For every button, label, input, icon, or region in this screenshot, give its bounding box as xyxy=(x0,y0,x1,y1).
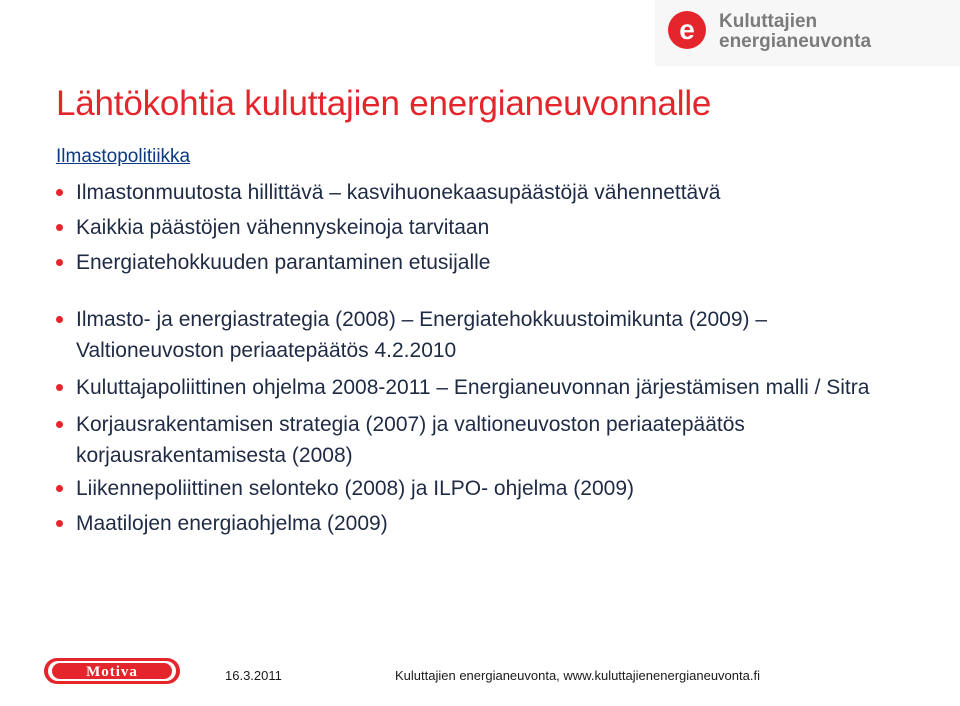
slide-subtitle: Ilmastopolitiikka xyxy=(56,146,191,167)
list-item xyxy=(56,506,916,541)
bullet-text: Kuluttajapoliittinen ohjelma 2008-2011 – Energianeuvonnan järjestämisen malli / Sitra xyxy=(76,376,870,399)
bullet-text: Maatilojen energiaohjelma (2009) xyxy=(76,512,388,535)
bullet-text: Ilmastonmuutosta hillittävä – kasvihuonekaasupäästöjä vähennettävä xyxy=(76,181,721,204)
list-item xyxy=(56,409,916,471)
logo-wordmark xyxy=(719,12,871,52)
energy-e-logo-icon xyxy=(667,10,707,50)
header-logo xyxy=(655,0,960,66)
list-item xyxy=(56,471,916,506)
bullet-text: Kaikkia päästöjen vähennyskeinoja tarvitaan xyxy=(76,216,490,239)
slide-title: Lähtökohtia kuluttajien energianeuvonnalle xyxy=(56,84,712,123)
bullet-text: Ilmasto- ja energiastrategia (2008) – Energiatehokkuustoimikunta (2009) – Valtioneuvoston periaatepäätös 4.2.2010 xyxy=(76,308,768,362)
logo-line-1: Kuluttajien xyxy=(719,11,818,32)
bullet-text: Energiatehokkuuden parantaminen etusijalle xyxy=(76,251,491,274)
bullet-dot-icon xyxy=(56,259,63,266)
list-item xyxy=(56,304,916,366)
bullet-dot-icon xyxy=(56,384,63,391)
bullet-dot-icon xyxy=(56,520,63,527)
bullet-text: Liikennepoliittinen selonteko (2008) ja ILPO- ohjelma (2009) xyxy=(76,477,634,500)
motiva-logo-text: Motiva xyxy=(86,664,138,680)
logo-letter: e xyxy=(679,14,695,45)
bullet-dot-icon xyxy=(56,421,63,428)
bullet-dot-icon xyxy=(56,224,63,231)
bullet-list xyxy=(56,175,916,541)
list-item xyxy=(56,245,916,280)
footer-date: 16.3.2011 xyxy=(225,668,282,683)
footer-source: Kuluttajien energianeuvonta, www.kuluttajienenergianeuvonta.fi xyxy=(395,668,760,683)
bullet-dot-icon xyxy=(56,316,63,323)
bullet-dot-icon xyxy=(56,485,63,492)
motiva-logo xyxy=(44,658,180,684)
list-item xyxy=(56,210,916,245)
list-item xyxy=(56,175,916,210)
logo-line-2: energianeuvonta xyxy=(719,31,872,52)
bullet-text: Korjausrakentamisen strategia (2007) ja valtioneuvoston periaatepäätös korjausrakentamisesta (2008) xyxy=(76,413,745,467)
list-item xyxy=(56,372,916,403)
bullet-dot-icon xyxy=(56,189,63,196)
